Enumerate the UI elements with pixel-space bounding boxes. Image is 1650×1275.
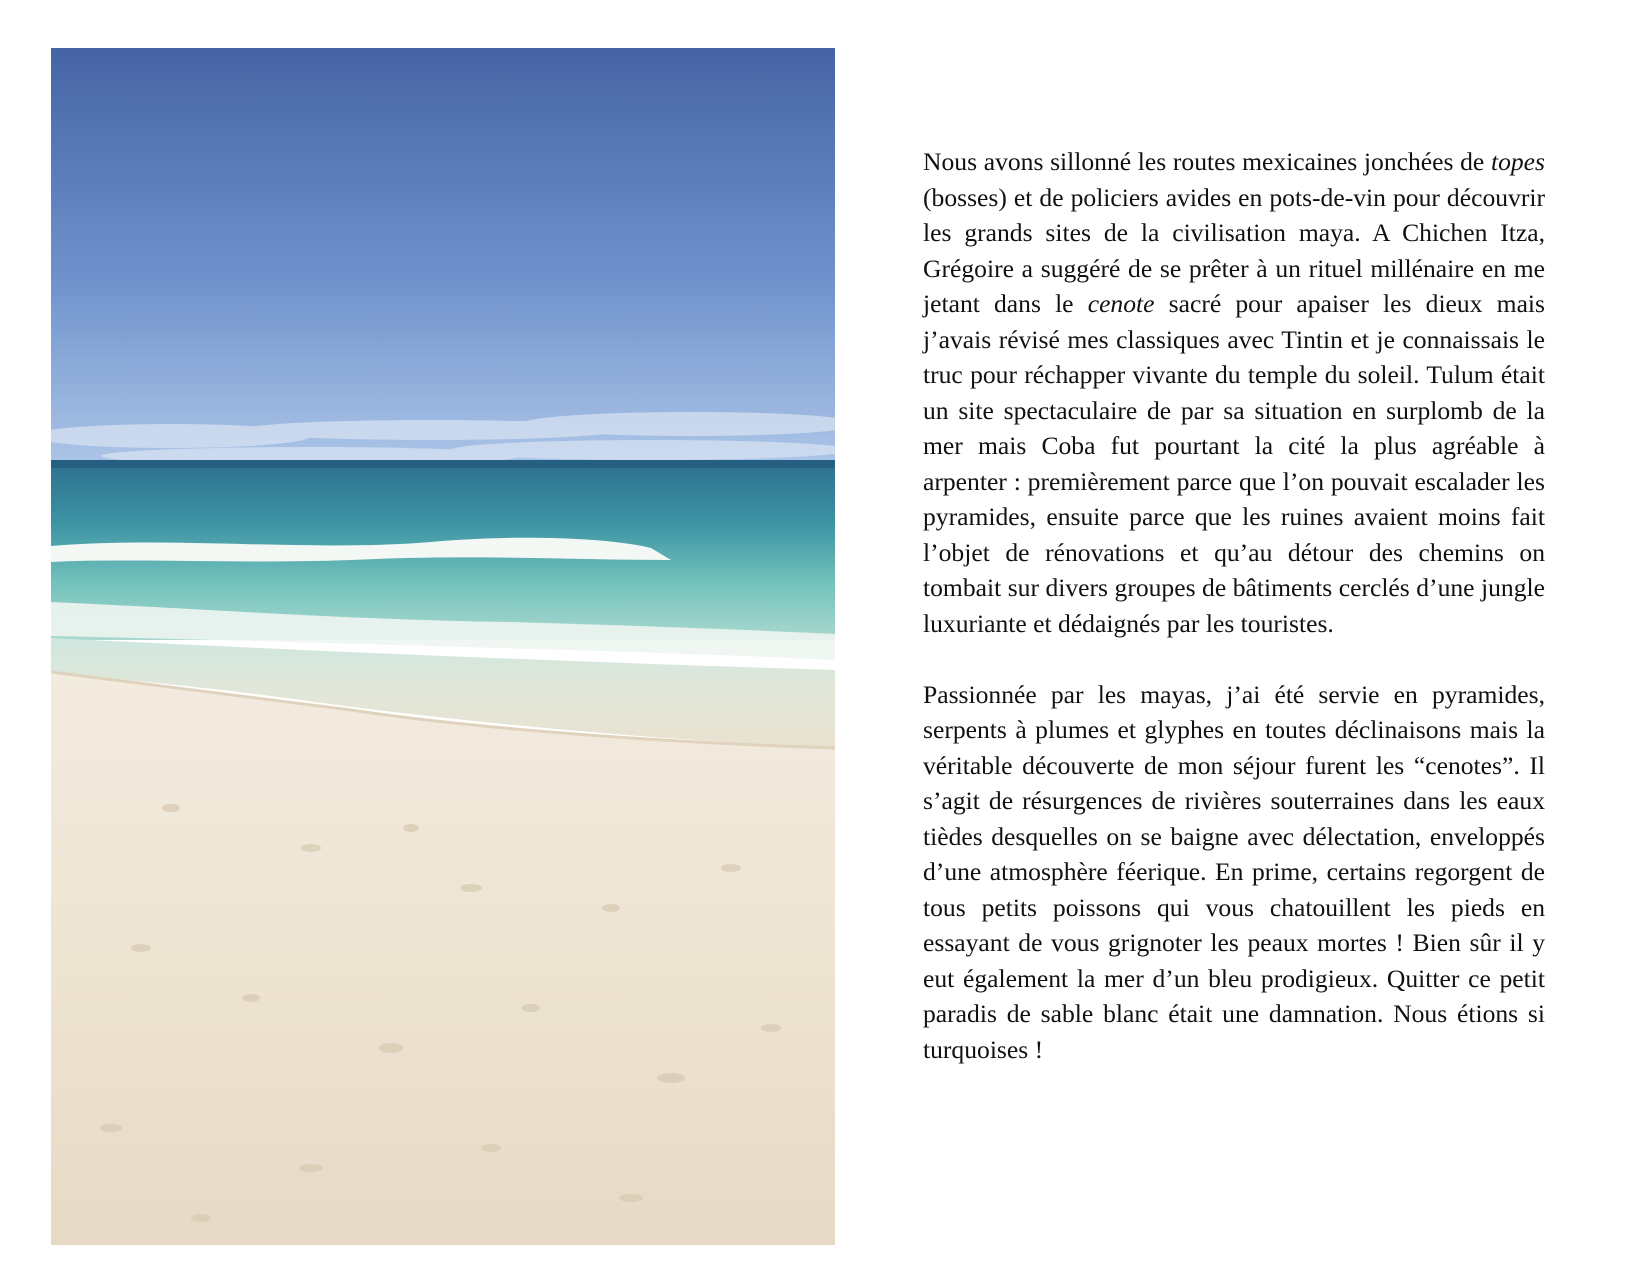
- sky: [51, 48, 835, 468]
- paragraph-1-text: Nous avons sillonné les routes mexicaines jonchées de: [923, 147, 1491, 176]
- paragraph-1: [923, 144, 1545, 641]
- paragraph-1-italic-cenote: cenote: [1087, 289, 1155, 318]
- paragraph-1-text: sacré pour apaiser les dieux mais j’avais révisé mes classiques avec Tintin et je connaissais le truc pour réchapper vivante du temple du soleil. Tulum était un site spectaculaire de par sa situation en surplomb de la mer mais Coba fut pourtant la cité la plus agréable à arpenter : premièrement parce que l’on pouvait escalader les pyramides, ensuite parce que les ruines avaient moins fait l’objet de rénovations et qu’au détour des chemins on tombait sur divers groupes de bâtiments cerclés d’une jungle luxuriante et dédaignés par les touristes.: [923, 289, 1545, 638]
- article-text: [923, 144, 1545, 1103]
- horizon-line: [51, 460, 835, 468]
- beach-photo-illustration: [51, 48, 835, 1245]
- beach-photo: [51, 48, 835, 1245]
- paragraph-2: [923, 677, 1545, 1068]
- sand: [51, 672, 835, 1245]
- paragraph-1-text: (bosses) et de policiers avides en pots-de-vin pour découvrir les grands sites de la civilisation maya. A Chichen Itza, Grégoire a suggéré de se prêter à un rituel millénaire en me jetant dans le: [923, 182, 1545, 318]
- paragraph-2-text: Passionnée par les mayas, j’ai été servie en pyramides, serpents à plumes et glyphes en toutes déclinaisons mais la véritable découverte de mon séjour furent les “cenotes”. Il s’agit de résurgences de rivières souterraines dans les eaux tièdes desquelles on se baigne avec délectation, enveloppés d’une atmosphère féerique. En prime, certains regorgent de tous petits poissons qui vous chatouillent les pieds en essayant de vous grignoter les peaux mortes ! Bien sûr il y eut également la mer d’un bleu prodigieux. Quitter ce petit paradis de sable blanc était une damnation. Nous étions si turquoises !: [923, 679, 1545, 1064]
- paragraph-1-italic-topes: topes: [1490, 147, 1545, 176]
